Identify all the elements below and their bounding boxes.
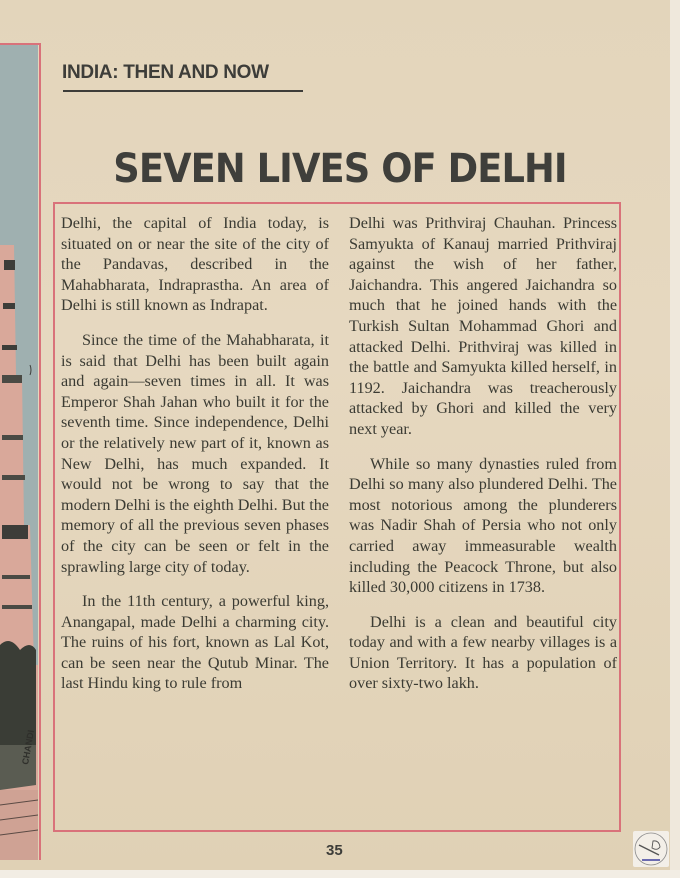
paragraph: Since the time of the Mahabharata, it is said that Delhi has been built again and again—seven times in all. It was Emperor Shah Jahan who built it for the seventh time. Since independence, Delhi or the relatively new part of it, known as New Delhi, has much expanded. It would not be wrong to say that the modern Delhi is the eighth Delhi. But the memory of all the previous seven phases of the city can be seen or felt in the sprawling large city of today. bbox=[61, 330, 329, 576]
section-label: INDIA: THEN AND NOW bbox=[62, 62, 269, 83]
paragraph: In the 11th century, a powerful king, Anangapal, made Delhi a charming city. The ruins of his fort, known as Lal Kot, can be seen near the Qutub Minar. The last Hindu king to rule from bbox=[61, 592, 329, 693]
paragraph: While so many dynasties ruled from Delhi so many also plundered Delhi. The most notorious among the plunderers was Nadir Shah of Persia who not only carried away immeasurable wealth including the Peacock Throne, but also killed 30,000 citizens in 1738. bbox=[349, 454, 617, 597]
paragraph: Delhi, the capital of India today, is situated on or near the site of the city of the Pandavas, described in the Mahabharata, Indraprastha. An area of Delhi is still known as Indrapat. bbox=[61, 214, 329, 315]
section-underline bbox=[63, 90, 303, 92]
article-column-right bbox=[349, 213, 617, 708]
article-column-left bbox=[61, 213, 329, 708]
paragraph: Delhi is a clean and beautiful city today and with a few nearby villages is a Union Territory. It has a population of over sixty-two lakh. bbox=[349, 612, 617, 693]
page-number: 35 bbox=[326, 842, 343, 859]
paragraph: Delhi was Prithviraj Chauhan. Princess Samyukta of Kanauj married Prithviraj against the wish of her father, Jaichandra. This angered Jaichandra so much that he joined hands with the Turkish Sultan Mohammad Ghori and attacked Delhi. Prithviraj was killed in the battle and Samyukta killed herself, in 1192. Jaichandra was treacherously attacked by Ghori and killed the very next year. bbox=[349, 214, 617, 438]
watermark-stamp bbox=[633, 831, 669, 867]
page-edge-bottom bbox=[0, 870, 680, 878]
article-title: SEVEN LIVES OF DELHI bbox=[113, 146, 567, 192]
page-edge-right bbox=[670, 0, 680, 878]
border-line-top bbox=[0, 43, 41, 45]
artist-signature: CHANDI bbox=[20, 729, 37, 766]
stamp-logo-icon bbox=[633, 831, 669, 867]
